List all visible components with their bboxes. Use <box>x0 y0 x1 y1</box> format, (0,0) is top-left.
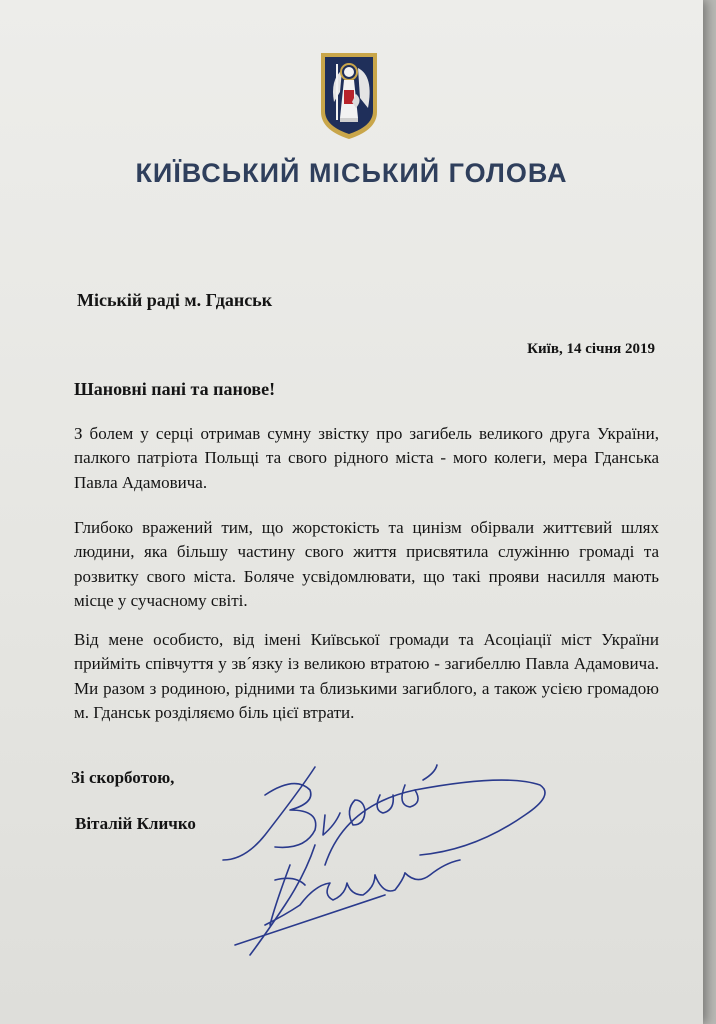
letterhead-title: КИЇВСЬКИЙ МІСЬКИЙ ГОЛОВА <box>135 158 568 188</box>
paragraph-3: Від мене особисто, від імені Київської громади та Асоціації міст України прийміть співчуття у зв´язку із великою втратою - загибеллю Павла Адамовича. Ми разом з родиною, рідними та близькими загиблого, а також усією громадою м. Гданськ розділяємо біль цієї втрати. <box>74 630 659 723</box>
paragraph-2: Глибоко вражений тим, що жорстокість та цинізм обірвали життєвий шлях людини, яка більшу частину свого життя присвятила служінню громаді та розвитку свого міста. Боляче усвідомлювати, що такі прояви насилля мають місце у сучасному світі. <box>74 518 659 611</box>
kyiv-coat-of-arms-icon <box>318 50 380 142</box>
addressee: Міській раді м. Гданськ <box>77 290 273 310</box>
letter-date: Київ, 14 січня 2019 <box>527 341 655 357</box>
signer-name: Віталій Кличко <box>75 814 196 833</box>
closing: Зі скорботою, <box>71 768 175 787</box>
paragraph-1: З болем у серці отримав сумну звістку про загибель великого друга України, палкого патріота Польщі та свого рідного міста - мого колеги, мера Гданська Павла Адамовича. <box>74 424 659 492</box>
handwritten-signature <box>205 755 575 985</box>
greeting: Шановні пані та панове! <box>74 379 276 399</box>
